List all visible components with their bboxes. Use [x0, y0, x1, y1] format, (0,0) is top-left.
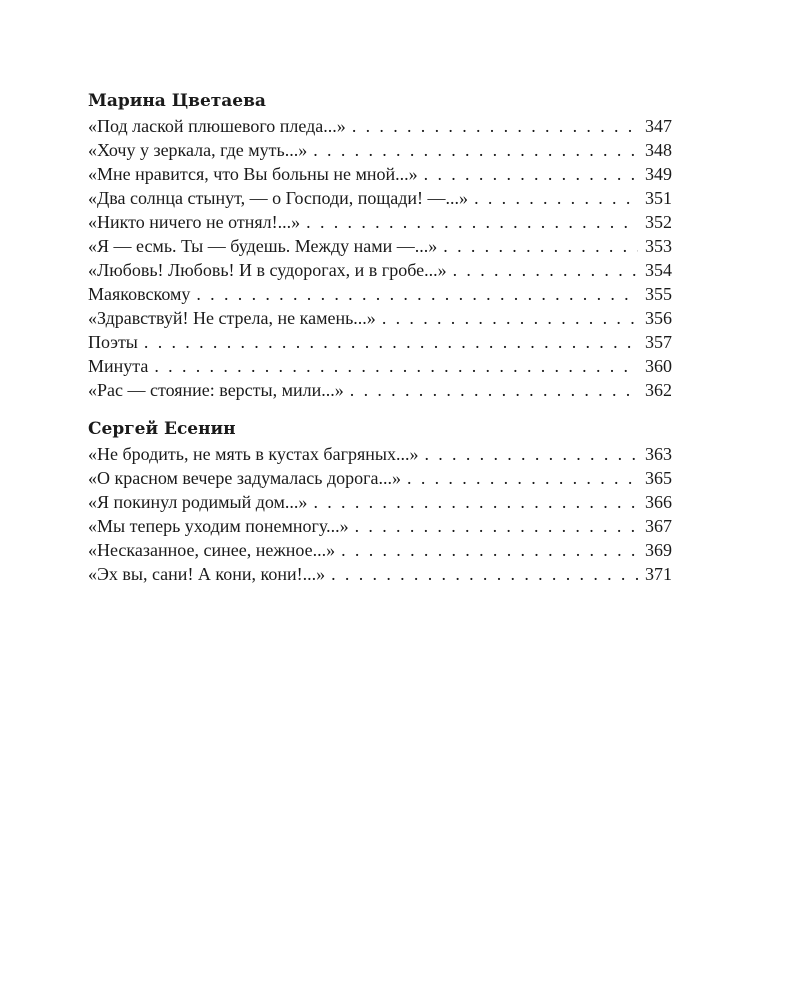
- page-number: 351: [645, 188, 672, 208]
- entry-title: Поэты: [88, 332, 138, 352]
- page-number: 347: [645, 116, 672, 136]
- page-number: 371: [645, 564, 672, 584]
- dot-leader: [401, 466, 638, 490]
- entry-title: «Здравствуй! Не стрела, не камень...»: [88, 308, 376, 328]
- dot-leader: [468, 186, 638, 210]
- page-number: 366: [645, 492, 672, 512]
- toc-entry: [88, 210, 672, 234]
- dot-leader: [148, 354, 638, 378]
- toc-entry: [88, 514, 672, 538]
- dot-leader: [300, 210, 638, 234]
- dot-leader: [190, 282, 638, 306]
- entry-title: «Не бродить, не мять в кустах багряных...»: [88, 444, 419, 464]
- toc-entry: [88, 538, 672, 562]
- entry-title: «Несказанное, синее, нежное...»: [88, 540, 336, 560]
- page-number: 367: [645, 516, 672, 536]
- page-number: 348: [645, 140, 672, 160]
- dot-leader: [325, 562, 638, 586]
- author-heading: Сергей Есенин: [88, 419, 236, 439]
- page-number: 354: [645, 260, 672, 280]
- entry-title: «О красном вечере задумалась дорога...»: [88, 468, 402, 488]
- entry-title: «Два солнца стынут, — о Господи, пощади! —...»: [88, 188, 469, 208]
- entry-title: «Мы теперь уходим понемногу...»: [88, 516, 349, 536]
- dot-leader: [447, 258, 638, 282]
- toc-entry: [88, 138, 672, 162]
- page-number: 352: [645, 212, 672, 232]
- toc-entry: [88, 282, 672, 306]
- entry-title: «Хочу у зеркала, где муть...»: [88, 140, 308, 160]
- toc-entry: [88, 162, 672, 186]
- dot-leader: [138, 330, 638, 354]
- toc-entry: [88, 258, 672, 282]
- dot-leader: [418, 162, 638, 186]
- entry-title: Маяковскому: [88, 284, 191, 304]
- dot-leader: [376, 306, 638, 330]
- dot-leader: [344, 378, 638, 402]
- toc-entry: [88, 186, 672, 210]
- toc-entry: [88, 234, 672, 258]
- toc-entry: [88, 354, 672, 378]
- toc-entry: [88, 490, 672, 514]
- page-number: 355: [645, 284, 672, 304]
- section-esenin: [88, 416, 672, 586]
- entry-title: «Рас — стояние: версты, мили...»: [88, 380, 344, 400]
- toc-entry: [88, 306, 672, 330]
- dot-leader: [437, 234, 638, 258]
- toc-entry: [88, 378, 672, 402]
- toc-entry: [88, 466, 672, 490]
- entry-title: «Мне нравится, что Вы больны не мной...»: [88, 164, 418, 184]
- page-number: 353: [645, 236, 672, 256]
- dot-leader: [307, 138, 638, 162]
- author-heading: Марина Цветаева: [88, 91, 266, 111]
- dot-leader: [346, 114, 638, 138]
- page-number: 357: [645, 332, 672, 352]
- entry-title: «Никто ничего не отнял!...»: [88, 212, 301, 232]
- page-number: 363: [645, 444, 672, 464]
- entry-title: «Я покинул родимый дом...»: [88, 492, 308, 512]
- toc-entry: [88, 442, 672, 466]
- entry-title: Минута: [88, 356, 149, 376]
- page-number: 365: [645, 468, 672, 488]
- page-number: 349: [645, 164, 672, 184]
- page-number: 356: [645, 308, 672, 328]
- table-of-contents: [88, 88, 672, 600]
- entry-title: «Эх вы, сани! А кони, кони!...»: [88, 564, 326, 584]
- dot-leader: [349, 514, 638, 538]
- entry-title: «Под лаской плюшевого пледа...»: [88, 116, 346, 136]
- page-number: 360: [645, 356, 672, 376]
- toc-entry: [88, 114, 672, 138]
- section-tsvetaeva: [88, 88, 672, 402]
- page-number: 369: [645, 540, 672, 560]
- dot-leader: [307, 490, 638, 514]
- entry-title: «Я — есмь. Ты — будешь. Между нами —...»: [88, 236, 438, 256]
- dot-leader: [418, 442, 638, 466]
- toc-entry: [88, 330, 672, 354]
- dot-leader: [335, 538, 638, 562]
- toc-entry: [88, 562, 672, 586]
- entry-title: «Любовь! Любовь! И в судорогах, и в гробе...»: [88, 260, 447, 280]
- page-number: 362: [645, 380, 672, 400]
